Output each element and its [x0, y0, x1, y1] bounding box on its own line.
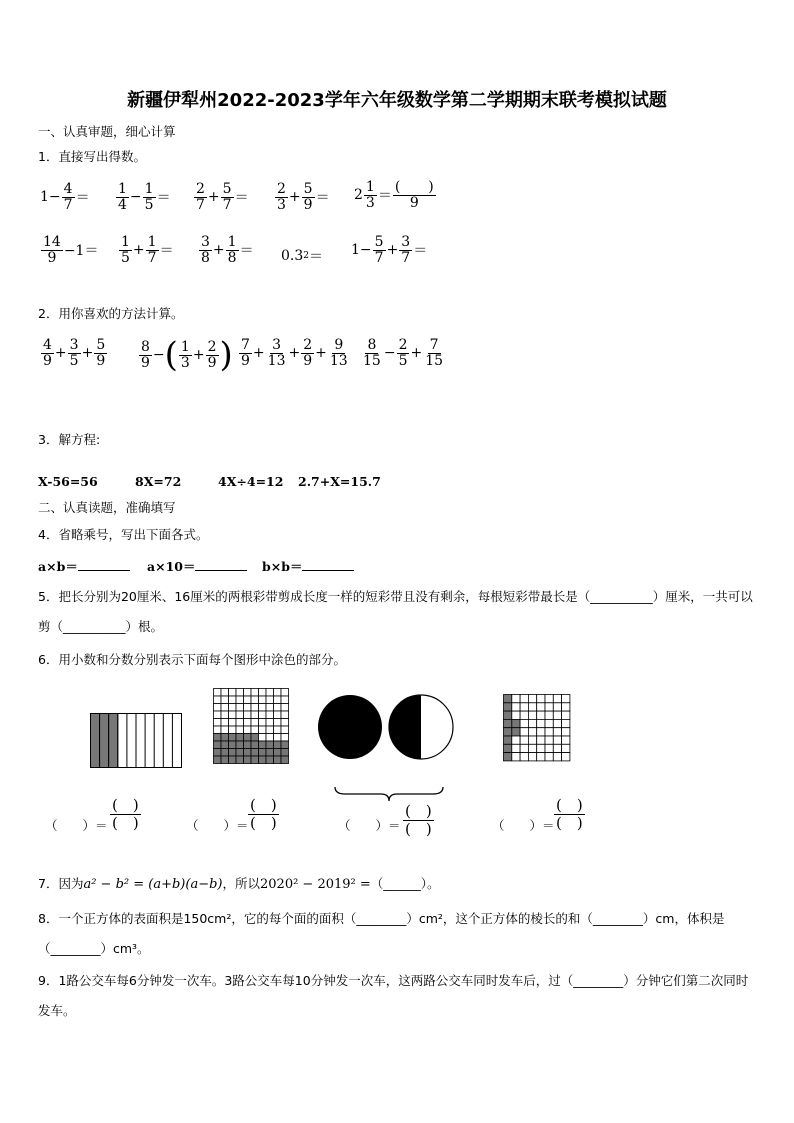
- q2-expr-1: $\frac{4}{9}$ + $\frac{3}{5}$ + $\frac{5}{9}$: [43, 337, 106, 369]
- q1-item-3: $\frac{2}{7}$ + $\frac{5}{7}$ ＝: [196, 181, 249, 213]
- question-6-label: 6．用小数和分数分别表示下面每个图形中涂色的部分。: [38, 652, 346, 667]
- grid64-cell: [504, 719, 512, 727]
- grid64-cell: [520, 719, 528, 727]
- grid64-cell: [562, 719, 570, 727]
- grid64-cell: [504, 711, 512, 719]
- grid100-cell: [274, 756, 282, 764]
- grid64-cell: [512, 753, 520, 761]
- grid100-cell: [244, 711, 252, 719]
- grid64-cell: [545, 736, 553, 744]
- q6-answer-1-num[interactable]: ( ): [112, 796, 139, 814]
- grid64-cell: [512, 719, 520, 727]
- grid64-cell: [520, 695, 528, 703]
- grid64-cell: [562, 711, 570, 719]
- grid64-cell: [512, 728, 520, 736]
- grid100-cell: [229, 756, 237, 764]
- grid100-cell: [274, 711, 282, 719]
- grid64-cell: [553, 711, 561, 719]
- grid64-cell: [528, 703, 536, 711]
- grid64-cell: [504, 744, 512, 752]
- grid64-cell: [520, 744, 528, 752]
- grid100-cell: [214, 726, 222, 734]
- grid100-cell: [251, 689, 259, 697]
- grid100-cell: [281, 719, 289, 727]
- grid100-cell: [229, 734, 237, 742]
- grid100-cell: [229, 696, 237, 704]
- q1-item-6: $\frac{14}{9}$ −1＝: [43, 234, 99, 266]
- grid100-cell: [281, 711, 289, 719]
- q1-item-4: $\frac{2}{3}$ + $\frac{5}{9}$ ＝: [277, 181, 330, 213]
- grid64-cell: [504, 728, 512, 736]
- grid100-cell: [229, 749, 237, 757]
- grid100-cell: [244, 689, 252, 697]
- grid64-cell: [512, 736, 520, 744]
- grid100-cell: [274, 741, 282, 749]
- grid100-cell: [214, 696, 222, 704]
- q7-calc: 2020² − 2019² =: [260, 877, 371, 892]
- grid100-cell: [266, 711, 274, 719]
- grid100-cell: [236, 726, 244, 734]
- q4-item-1-text: a×b＝: [38, 559, 78, 574]
- grid64-cell: [562, 703, 570, 711]
- question-7: [38, 874, 440, 892]
- grid100-cell: [259, 741, 267, 749]
- grid100-cell: [236, 756, 244, 764]
- grid100-cell: [259, 711, 267, 719]
- q6-brace: [333, 785, 445, 803]
- grid100-cell: [244, 741, 252, 749]
- grid100-cell: [221, 711, 229, 719]
- q2-expr-3: $\frac{7}{9}$ + $\frac{3}{13}$ + $\frac{2}{9}$ + $\frac{9}{13}$: [241, 337, 348, 369]
- grid100-cell: [221, 719, 229, 727]
- grid100-cell: [274, 726, 282, 734]
- grid100-cell: [259, 719, 267, 727]
- grid100-cell: [281, 704, 289, 712]
- grid100-cell: [214, 704, 222, 712]
- q6-answer-3-lhs: （ ）＝: [338, 818, 401, 833]
- q4-item-1: [38, 557, 130, 575]
- q6-answer-4-frac[interactable]: [554, 797, 585, 831]
- grid100-cell: [229, 689, 237, 697]
- grid64-cell: [528, 744, 536, 752]
- q6-answer-3-den[interactable]: ( ): [405, 819, 432, 838]
- q6-answer-3: [338, 816, 401, 834]
- q1-item-10: 1− $\frac{5}{7}$ + $\frac{3}{7}$ ＝: [351, 234, 428, 266]
- grid64-cell: [512, 711, 520, 719]
- grid100-cell: [266, 741, 274, 749]
- question-9-text: 9．1路公交车每6分钟发一次车。3路公交车每10分钟发一次车，这两路公交车同时发车后，过（________）分钟它们第二次同时发车。: [38, 973, 749, 1018]
- grid100-cell: [251, 719, 259, 727]
- grid100-cell: [266, 719, 274, 727]
- q6-figure-grid-64: [503, 694, 571, 762]
- q3-eq-3: 4X÷4=12: [218, 474, 284, 489]
- grid100-cell: [266, 696, 274, 704]
- q7-formula: a² − b² = (a+b)(a−b): [83, 877, 223, 892]
- grid64-cell: [537, 695, 545, 703]
- grid100-cell: [266, 756, 274, 764]
- grid64-cell: [520, 753, 528, 761]
- grid100-cell: [281, 689, 289, 697]
- q3-eq-1: X-56=56: [38, 474, 98, 489]
- q6-answer-1-den[interactable]: ( ): [112, 813, 139, 832]
- grid100-cell: [251, 696, 259, 704]
- grid64-cell: [553, 728, 561, 736]
- grid100-cell: [214, 711, 222, 719]
- grid100-cell: [229, 719, 237, 727]
- question-3-label: 3．解方程:: [38, 432, 101, 447]
- grid64-cell: [562, 695, 570, 703]
- grid64-cell: [537, 744, 545, 752]
- q3-eq-2: 8X=72: [135, 474, 182, 489]
- grid64-cell: [528, 719, 536, 727]
- grid100-cell: [259, 704, 267, 712]
- q2-expr-2: $\frac{8}{9}$ − ( $\frac{1}{3}$ + $\frac{2}{9}$ ): [141, 335, 233, 375]
- grid64-cell: [545, 744, 553, 752]
- grid100-cell: [251, 756, 259, 764]
- grid100-cell: [259, 756, 267, 764]
- grid100-cell: [251, 711, 259, 719]
- grid100-cell: [236, 734, 244, 742]
- q7-prefix: 7．因为: [38, 876, 84, 891]
- q6-answer-4-num[interactable]: ( ): [556, 796, 583, 814]
- grid100-cell: [251, 741, 259, 749]
- grid64-cell: [504, 703, 512, 711]
- question-1-label: 1．直接写出得数。: [38, 149, 146, 164]
- q4-blank-1[interactable]: [78, 558, 130, 571]
- grid100-cell: [244, 719, 252, 727]
- grid64-cell: [520, 703, 528, 711]
- section-heading-1: 一、认真审题，细心计算: [38, 124, 176, 139]
- q4-item-3: [262, 557, 354, 575]
- grid100-cell: [259, 689, 267, 697]
- grid100-cell: [221, 734, 229, 742]
- grid64-cell: [553, 753, 561, 761]
- q6-answer-2-den[interactable]: ( ): [250, 813, 277, 832]
- q6-answer-1: [45, 816, 108, 834]
- grid100-cell: [236, 741, 244, 749]
- q1-item-5: 2 $\frac{1}{3}$ ＝ $\frac{( )}{9}$: [354, 179, 434, 211]
- question-2-label: 2．用你喜欢的方法计算。: [38, 306, 184, 321]
- section-heading-2: 二、认真读题，准确填写: [38, 500, 176, 515]
- grid64-cell: [545, 728, 553, 736]
- grid100-cell: [281, 734, 289, 742]
- grid100-cell: [214, 741, 222, 749]
- question-4-label: 4．省略乘号，写出下面各式。: [38, 527, 209, 542]
- grid100-cell: [274, 749, 282, 757]
- q6-answer-2-lhs: （ ）＝: [186, 818, 249, 833]
- q3-eq-4: 2.7+X=15.7: [298, 474, 381, 489]
- grid100-cell: [281, 749, 289, 757]
- grid100-cell: [274, 696, 282, 704]
- grid100-cell: [221, 756, 229, 764]
- grid100-cell: [251, 726, 259, 734]
- grid100-cell: [221, 696, 229, 704]
- grid64-cell: [553, 744, 561, 752]
- grid64-cell: [504, 736, 512, 744]
- q6-answer-4-den[interactable]: ( ): [556, 813, 583, 832]
- grid100-cell: [221, 741, 229, 749]
- grid64-cell: [520, 736, 528, 744]
- grid64-cell: [562, 728, 570, 736]
- grid100-cell: [259, 749, 267, 757]
- q7-suffix: （______）。: [370, 876, 440, 891]
- grid64-cell: [520, 711, 528, 719]
- q6-answer-1-frac[interactable]: [110, 797, 141, 831]
- grid64-cell: [504, 695, 512, 703]
- grid100-cell: [221, 749, 229, 757]
- grid64-cell: [553, 703, 561, 711]
- grid100-cell: [214, 749, 222, 757]
- grid64-cell: [545, 711, 553, 719]
- q6-answer-3-frac[interactable]: [403, 803, 434, 837]
- grid64-cell: [537, 736, 545, 744]
- grid64-cell: [545, 703, 553, 711]
- grid100-cell: [251, 704, 259, 712]
- q6-figure-circles: [316, 694, 456, 760]
- grid100-cell: [221, 689, 229, 697]
- grid100-cell: [259, 726, 267, 734]
- grid100-cell: [274, 734, 282, 742]
- grid100-cell: [244, 726, 252, 734]
- grid100-cell: [266, 734, 274, 742]
- page-title: 新疆伊犁州2022-2023学年六年级数学第二学期期末联考模拟试题: [127, 90, 667, 111]
- grid64-cell: [562, 753, 570, 761]
- q6-answer-2-frac[interactable]: [248, 797, 279, 831]
- grid64-cell: [537, 728, 545, 736]
- q4-item-3-text: b×b＝: [262, 559, 303, 574]
- grid100-cell: [214, 734, 222, 742]
- grid64-cell: [562, 744, 570, 752]
- grid100-cell: [259, 696, 267, 704]
- grid100-cell: [274, 689, 282, 697]
- q1-item-1: 1− $\frac{4}{7}$ ＝: [40, 181, 90, 213]
- grid100-cell: [236, 711, 244, 719]
- grid100-cell: [236, 696, 244, 704]
- q6-answer-4: [492, 816, 555, 834]
- grid100-cell: [244, 696, 252, 704]
- grid100-cell: [274, 719, 282, 727]
- q6-answer-4-lhs: （ ）＝: [492, 818, 555, 833]
- grid100-cell: [281, 741, 289, 749]
- grid100-cell: [281, 756, 289, 764]
- q4-blank-3[interactable]: [302, 558, 354, 571]
- q6-figure-grid-100: [213, 688, 289, 764]
- grid100-cell: [214, 689, 222, 697]
- grid64-cell: [512, 695, 520, 703]
- question-5-text: 5．把长分别为20厘米、16厘米的两根彩带剪成长度一样的短彩带且没有剩余，每根短彩带最长是（__________）厘米，一共可以剪（__________）根。: [38, 589, 753, 634]
- grid64-cell: [545, 753, 553, 761]
- grid100-cell: [221, 726, 229, 734]
- grid100-cell: [274, 704, 282, 712]
- grid100-cell: [281, 726, 289, 734]
- grid64-cell: [537, 719, 545, 727]
- grid64-cell: [528, 711, 536, 719]
- grid100-cell: [214, 719, 222, 727]
- grid64-cell: [537, 753, 545, 761]
- q4-item-2: [147, 557, 247, 575]
- grid64-cell: [528, 695, 536, 703]
- grid100-cell: [236, 704, 244, 712]
- grid64-cell: [553, 695, 561, 703]
- grid64-cell: [537, 703, 545, 711]
- grid100-cell: [236, 689, 244, 697]
- grid64-cell: [553, 736, 561, 744]
- grid64-cell: [512, 703, 520, 711]
- q1-item-2: $\frac{1}{4}$ − $\frac{1}{5}$ ＝: [118, 181, 171, 213]
- grid64-cell: [504, 753, 512, 761]
- grid100-cell: [229, 726, 237, 734]
- grid100-cell: [244, 704, 252, 712]
- grid64-cell: [528, 728, 536, 736]
- q7-mid: ，所以: [222, 876, 260, 891]
- grid64-cell: [553, 719, 561, 727]
- grid100-cell: [251, 734, 259, 742]
- grid100-cell: [266, 704, 274, 712]
- question-8-text: 8．一个正方体的表面积是150cm²，它的每个面的面积（________）cm²，这个正方体的棱长的和（________）cm，体积是（________）cm³。: [38, 911, 725, 956]
- q1-item-8: $\frac{3}{8}$ + $\frac{1}{8}$ ＝: [201, 234, 254, 266]
- grid100-cell: [236, 719, 244, 727]
- grid100-cell: [266, 689, 274, 697]
- grid100-cell: [214, 756, 222, 764]
- q1-item-7: $\frac{1}{5}$ + $\frac{1}{7}$ ＝: [121, 234, 174, 266]
- grid100-cell: [281, 696, 289, 704]
- q4-item-2-text: a×10＝: [147, 559, 196, 574]
- q6-answer-2: [186, 816, 249, 834]
- q6-answer-1-lhs: （ ）＝: [45, 818, 108, 833]
- q6-answer-3-num[interactable]: ( ): [405, 802, 432, 820]
- grid100-cell: [251, 749, 259, 757]
- grid100-cell: [236, 749, 244, 757]
- grid100-cell: [229, 704, 237, 712]
- grid64-cell: [562, 736, 570, 744]
- grid100-cell: [244, 749, 252, 757]
- grid64-cell: [537, 711, 545, 719]
- grid100-cell: [221, 704, 229, 712]
- grid100-cell: [266, 726, 274, 734]
- q2-expr-4: $\frac{8}{15}$ − $\frac{2}{5}$ + $\frac{7}{15}$: [363, 337, 444, 369]
- q4-blank-2[interactable]: [195, 558, 247, 571]
- grid100-cell: [259, 734, 267, 742]
- grid64-cell: [528, 736, 536, 744]
- q1-item-9: 0.3 2 ＝: [281, 248, 323, 265]
- grid64-cell: [512, 744, 520, 752]
- grid100-cell: [229, 711, 237, 719]
- grid64-cell: [545, 695, 553, 703]
- grid100-cell: [266, 749, 274, 757]
- q6-figure-bars: [90, 713, 182, 768]
- grid64-cell: [528, 753, 536, 761]
- grid100-cell: [229, 741, 237, 749]
- grid64-cell: [545, 719, 553, 727]
- q6-answer-2-num[interactable]: ( ): [250, 796, 277, 814]
- grid100-cell: [244, 756, 252, 764]
- grid100-cell: [244, 734, 252, 742]
- grid64-cell: [520, 728, 528, 736]
